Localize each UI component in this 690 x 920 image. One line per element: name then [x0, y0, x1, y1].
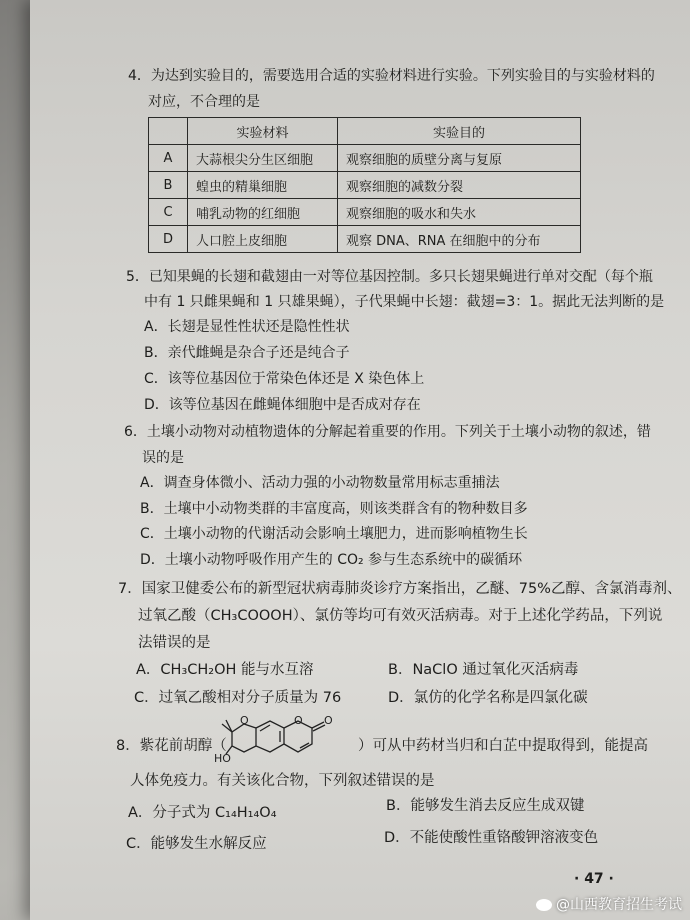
q6-option-b: B．土壤中小动物类群的丰富度高，则该类群含有的物种数目多: [140, 501, 528, 517]
table-header-blank: [149, 118, 188, 145]
row-label: B: [149, 172, 188, 199]
q8-option-a: A．分子式为 C₁₄H₁₄O₄: [128, 805, 277, 821]
table-row: [149, 145, 581, 172]
q6-stem-line1: 6．土壤小动物对动植物遗体的分解起着重要的作用。下列关于土壤小动物的叙述，错: [124, 424, 651, 440]
q8-stem-line2: 人体免疫力。有关该化合物，下列叙述错误的是: [130, 773, 435, 789]
weibo-logo-icon: [536, 899, 552, 911]
q5-option-d: D．该等位基因在雌蝇体细胞中是否成对存在: [144, 397, 421, 413]
watermark: [536, 894, 682, 914]
ring-oxygen-2: O: [294, 714, 303, 727]
q7-stem-line3: 法错误的是: [138, 635, 211, 651]
ring-oxygen-1: O: [240, 714, 249, 727]
q8-option-c: C．能够发生水解反应: [126, 836, 267, 852]
row-label: C: [149, 199, 188, 226]
row-purpose: 观察细胞的质壁分离与复原: [338, 145, 581, 172]
q5-stem-line2: 中有 1 只雌果蝇和 1 只雄果蝇），子代果蝇中长翅：截翅=3：1。据此无法判断的是: [144, 294, 665, 310]
row-material: 大蒜根尖分生区细胞: [188, 145, 338, 172]
hydroxyl-label: HO: [214, 752, 231, 765]
row-material: 哺乳动物的红细胞: [188, 199, 338, 226]
q8-stem-post: ）可从中药材当归和白芷中提取得到，能提高: [358, 738, 648, 754]
q7-stem-line2: 过氧乙酸（CH₃COOOH）、氯仿等均可有效灭活病毒。对于上述化学药品，下列说: [138, 608, 663, 624]
q7-stem-line1: 7．国家卫健委公布的新型冠状病毒肺炎诊疗方案指出，乙醚、75%乙醇、含氯消毒剂、: [118, 581, 682, 597]
q8-option-b: B．能够发生消去反应生成双键: [386, 798, 585, 814]
q4-stem-line2: 对应，不合理的是: [148, 94, 260, 110]
q7-option-c: C．过氧乙酸相对分子质量为 76: [134, 690, 342, 706]
row-label: A: [149, 145, 188, 172]
table-header-purpose: 实验目的: [338, 118, 581, 145]
q5-option-a: A．长翅是显性性状还是隐性性状: [144, 319, 350, 335]
q6-option-d: D．土壤小动物呼吸作用产生的 CO₂ 参与生态系统中的碳循环: [140, 552, 523, 568]
q7-option-b: B．NaClO 通过氧化灭活病毒: [388, 662, 579, 678]
row-purpose: 观察细胞的吸水和失水: [338, 199, 581, 226]
q8-option-d: D．不能使酸性重铬酸钾溶液变色: [384, 830, 599, 846]
table-row: [149, 226, 581, 253]
q4-table: [148, 117, 581, 253]
q6-option-a: A．调查身体微小、活动力强的小动物数量常用标志重捕法: [140, 475, 500, 491]
row-material: 人口腔上皮细胞: [188, 226, 338, 253]
q5-option-c: C．该等位基因位于常染色体还是 X 染色体上: [144, 371, 425, 387]
q7-option-d: D．氯仿的化学名称是四氯化碳: [388, 690, 588, 706]
q5-option-b: B．亲代雌蝇是杂合子还是纯合子: [144, 345, 350, 361]
row-purpose: 观察 DNA、RNA 在细胞中的分布: [338, 226, 581, 253]
q8-stem-pre: 8．紫花前胡醇（: [116, 738, 227, 754]
row-purpose: 观察细胞的减数分裂: [338, 172, 581, 199]
watermark-text: @山西教育招生考试: [556, 897, 682, 913]
q6-option-c: C．土壤小动物的代谢活动会影响土壤肥力，进而影响植物生长: [140, 526, 528, 542]
row-material: 蝗虫的精巢细胞: [188, 172, 338, 199]
q7-option-a: A．CH₃CH₂OH 能与水互溶: [136, 662, 314, 678]
q6-stem-line2: 误的是: [142, 450, 184, 466]
chemical-structure: [214, 712, 364, 768]
carbonyl-oxygen: O: [324, 714, 333, 727]
table-header-material: 实验材料: [188, 118, 338, 145]
q5-stem-line1: 5．已知果蝇的长翅和截翅由一对等位基因控制。多只长翅果蝇进行单对交配（每个瓶: [126, 269, 653, 285]
q4-stem-line1: 4．为达到实验目的，需要选用合适的实验材料进行实验。下列实验目的与实验材料的: [128, 68, 655, 84]
table-row: [149, 199, 581, 226]
page-number: · 47 ·: [574, 871, 614, 887]
table-row: [149, 172, 581, 199]
row-label: D: [149, 226, 188, 253]
